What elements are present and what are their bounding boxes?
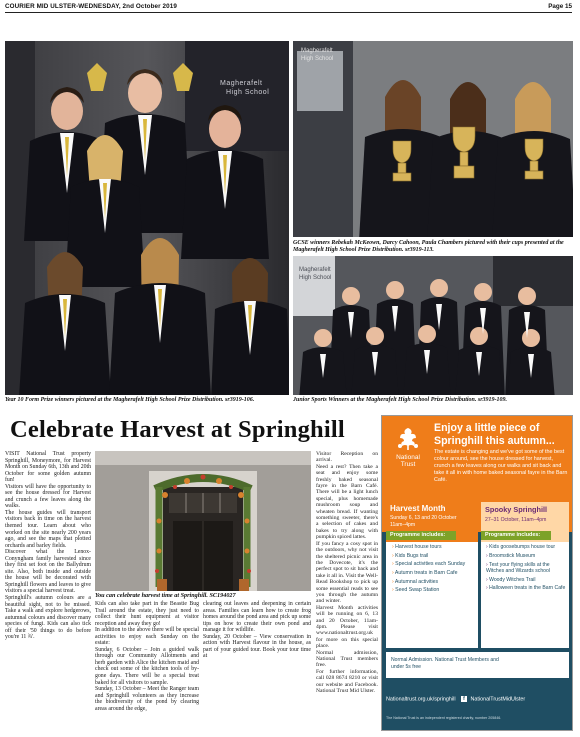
paper-date-line: COURIER MID ULSTER-WEDNESDAY, 2nd October 2019 [5,3,177,10]
article-paragraph: In addition to the above there will be special activities to enjoy each Sunday on the estate: [95,627,199,647]
facebook-handle[interactable]: NationalTrustMidUlster [470,696,526,703]
website-link[interactable]: Nationaltrust.org.uk/springhill [386,696,456,703]
article-paragraph: Visitors will have the opportunity to see the house dressed for Harvest and crunch a few leaves along the walks. [5,483,91,510]
spooky-includes-label: Programme includes: [485,532,541,538]
national-trust-logo [388,424,428,468]
programme-item [486,585,567,591]
advert-smallprint: The National Trust is an independent registered charity, number 205846. [386,716,502,720]
article-paragraph: Harvest Month activities will be running on 6, 13 and 20 October, 11am-4pm. Please visit www.nationaltrust.org.uk for more on this special place. [316,604,378,650]
year10-caption: Year 10 Form Prize winners pictured at the Magherafelt High School Prize Distribution. sr3919-106. [5,397,255,403]
harvest-month-dates [390,515,478,528]
programme-item-text: Autumnal activities [394,578,439,585]
article-column-1 [5,451,91,729]
programme-item-text: Harvest house tours [395,544,442,550]
programme-item-text: Seed Swap Station [395,587,440,594]
programme-item [486,562,567,574]
programme-item [392,570,476,576]
junior-photo [293,256,573,395]
national-trust-advert [381,415,573,731]
harvest-month-title: Harvest Month [390,504,446,513]
school-sign-line: Magherafelt [299,267,331,273]
advert-intro: The estate is changing and we've got some of the best colour around, see the house dressed for harvest, crunch a few leaves along our walks and sit back and take it all in with home baked seasonal fayre in the Barn Café. [434,449,568,483]
article-paragraph: Springhill's autumn colours are a beautiful sight, not to be missed. Take a walk and explore hedgerows, autumnal colours and discover many species of fungi. Kids can also tick off their '50 things to do before you're 11 ¾'. [5,595,91,641]
bullet-icon: › [486,585,490,592]
programme-item [486,544,567,550]
bullet-icon: › [486,552,490,559]
advert-links-row [386,696,569,702]
school-sign-line: High School [299,275,332,281]
school-sign-line: Magherafelt [220,80,263,87]
article-paragraph: For further information, call 028 8674 8210 or visit our website and Facebook. National Trust Mid Ulster. [316,668,378,695]
year10-photo [5,41,289,395]
article-paragraph: clearing out leaves and deepening in certain areas. Families can learn how to create frog homes around the pond area and pick up some tips on how to create their own pond and manage it for wildlife. [203,601,311,634]
article-paragraph: If you fancy a cosy spot in the outdoors, why not visit the sheltered picnic area in the Dovecote, it's the perfect spot to sit back and take it all in. Visit the Well-Read Bookshop to pick up some essential reads to see you through the autumn and winter. [316,540,378,605]
programme-item-text: Broomstick Museum [489,552,536,559]
article-paragraph: Visitor Reception on arrival. [316,451,378,464]
admission-strip [386,652,569,678]
article-headline: Celebrate Harvest at Springhill [10,416,345,443]
article-column-3 [203,601,311,731]
programme-item [392,579,476,585]
spooky-dates: 27–31 October, 11am–4pm [485,517,547,523]
school-sign-line: High School [301,56,334,62]
gcse-caption: GCSE winners Rebekah McKeown, Darcy Cahoon, Paula Chambers pictured with their cups presented at the Magherafelt High School Prize Distribution. sr3919-113. [293,240,564,253]
bullet-icon: › [392,570,395,577]
article-paragraph: Kids can also take part in the Beastie Bug Trail around the estate, they just need to collect their hunt equipment at visitor reception and away they go! [95,601,199,627]
bullet-icon: › [486,561,490,568]
advert-title-line: Springhill this autumn... [434,434,555,447]
programme-item-text: Special activities each Sunday [395,561,466,568]
junior-school-sign [299,266,331,282]
year10-school-sign [220,79,284,97]
article-column-2 [95,601,199,731]
article-paragraph: VISIT National Trust property Springhill, Moneymore, for Harvest Month on Sunday 6th, 13th and 20th October for some golden autumn fun! [5,451,91,484]
junior-photo-illustration [293,256,573,395]
programme-item-text: Kids Bugs trail [395,552,429,559]
harvest-photo [95,451,311,591]
spooky-springhill-box [481,502,569,648]
programme-item [392,544,476,550]
gcse-school-sign [301,47,333,63]
programme-item-text: Kids goosebumps house tour [489,544,556,550]
article-paragraph: Sunday, 20 October – View conservation in action with Harvest flavour in the house, as part of your guided tour. Book your tour time at [203,633,311,660]
programme-item-text: Woody Witches Trail [489,576,536,583]
harvest-date-line: 11am–4pm [390,521,416,528]
article-paragraph: Sunday, 6 October – Join a guided walk through our Community Allotments and herb garden with Alice the kitchen maid and check out some of the kitchen tools of by-gone days. There will be a special treat baked for all visitors to sample. [95,646,199,686]
gcse-photo-illustration [293,41,573,237]
harvest-caption: You can celebrate harvest time at Springhill. SC194027 [95,592,236,599]
junior-caption: Junior Sports Winners at the Magherafelt High School Prize Distribution. sr3919-109. [293,397,508,403]
admission-line: under 5s free [391,664,422,670]
programme-item [486,553,567,559]
facebook-icon: f [461,696,467,702]
programme-item [392,553,476,559]
article-paragraph: Discover what the Lenox-Conyngham family harvested since they first set foot on the Ballydrum site. Also, both inside and outside the house will be decorated with Springhill flowers and leaves to give visitors a special harvest treat. [5,549,91,595]
advert-title [434,422,570,447]
bullet-icon: › [486,576,490,583]
spooky-programme-list [486,544,567,594]
harvest-door-illustration [95,451,311,591]
logo-wordmark: National [396,454,420,461]
article-paragraph: The house guides will transport visitors back in time on the harvest themed tour. Learn about who worked on the site nearly 200 years ago, and see the maps that plotted orchards and barley fields. [5,509,91,549]
programme-item-text: Test your flying skills at the Witches and Wizards school [486,561,550,574]
admission-line: Normal Admission. National Trust Members and [391,657,499,663]
bullet-icon: › [392,544,396,550]
programme-item [486,577,567,583]
school-sign-line: High School [226,89,270,96]
logo-wordmark: Trust [400,461,416,468]
harvest-programme-list [392,544,476,596]
programme-item-text: Halloween treats in the Barn Cafe [489,585,566,592]
school-sign-line: Magherafelt [301,48,333,54]
advert-title-line: Enjoy a little piece of [434,422,540,434]
header-rule [5,12,572,13]
bullet-icon: › [392,578,395,585]
bullet-icon: › [392,561,396,568]
harvest-includes-label: Programme includes: [390,532,446,538]
harvest-month-box [386,502,478,648]
harvest-date-line: Sunday 6, 13 and 20 October [390,515,457,521]
bullet-icon: › [392,587,396,594]
article-column-4 [316,451,378,729]
article-paragraph: Need a rest? Then take a seat and enjoy some freshly baked seasonal fayre in the Barn Café. There will be a light lunch special, plus homemade mushroom soup and wheaten bread. If wanting something sweeter, there's a selection of cakes and bakes to try along with pumpkin spiced lattes. [316,463,378,541]
spooky-title: Spooky Springhill [485,505,548,514]
bullet-icon: › [486,544,490,550]
article-paragraph: Normal admission, National Trust members free. [316,649,378,669]
programme-item [392,587,476,593]
page-number: Page 15 [548,3,572,10]
programme-item-text: Autumn treats in Barn Cafe [394,570,458,577]
bullet-icon: › [392,552,396,559]
oak-leaf-icon [393,424,423,452]
article-paragraph: Sunday, 13 October – Meet the Ranger team and Springhill volunteers as they increase the biodiversity of the pond by clearing areas around the edge, [95,686,199,712]
programme-item [392,561,476,567]
gcse-photo [293,41,573,237]
